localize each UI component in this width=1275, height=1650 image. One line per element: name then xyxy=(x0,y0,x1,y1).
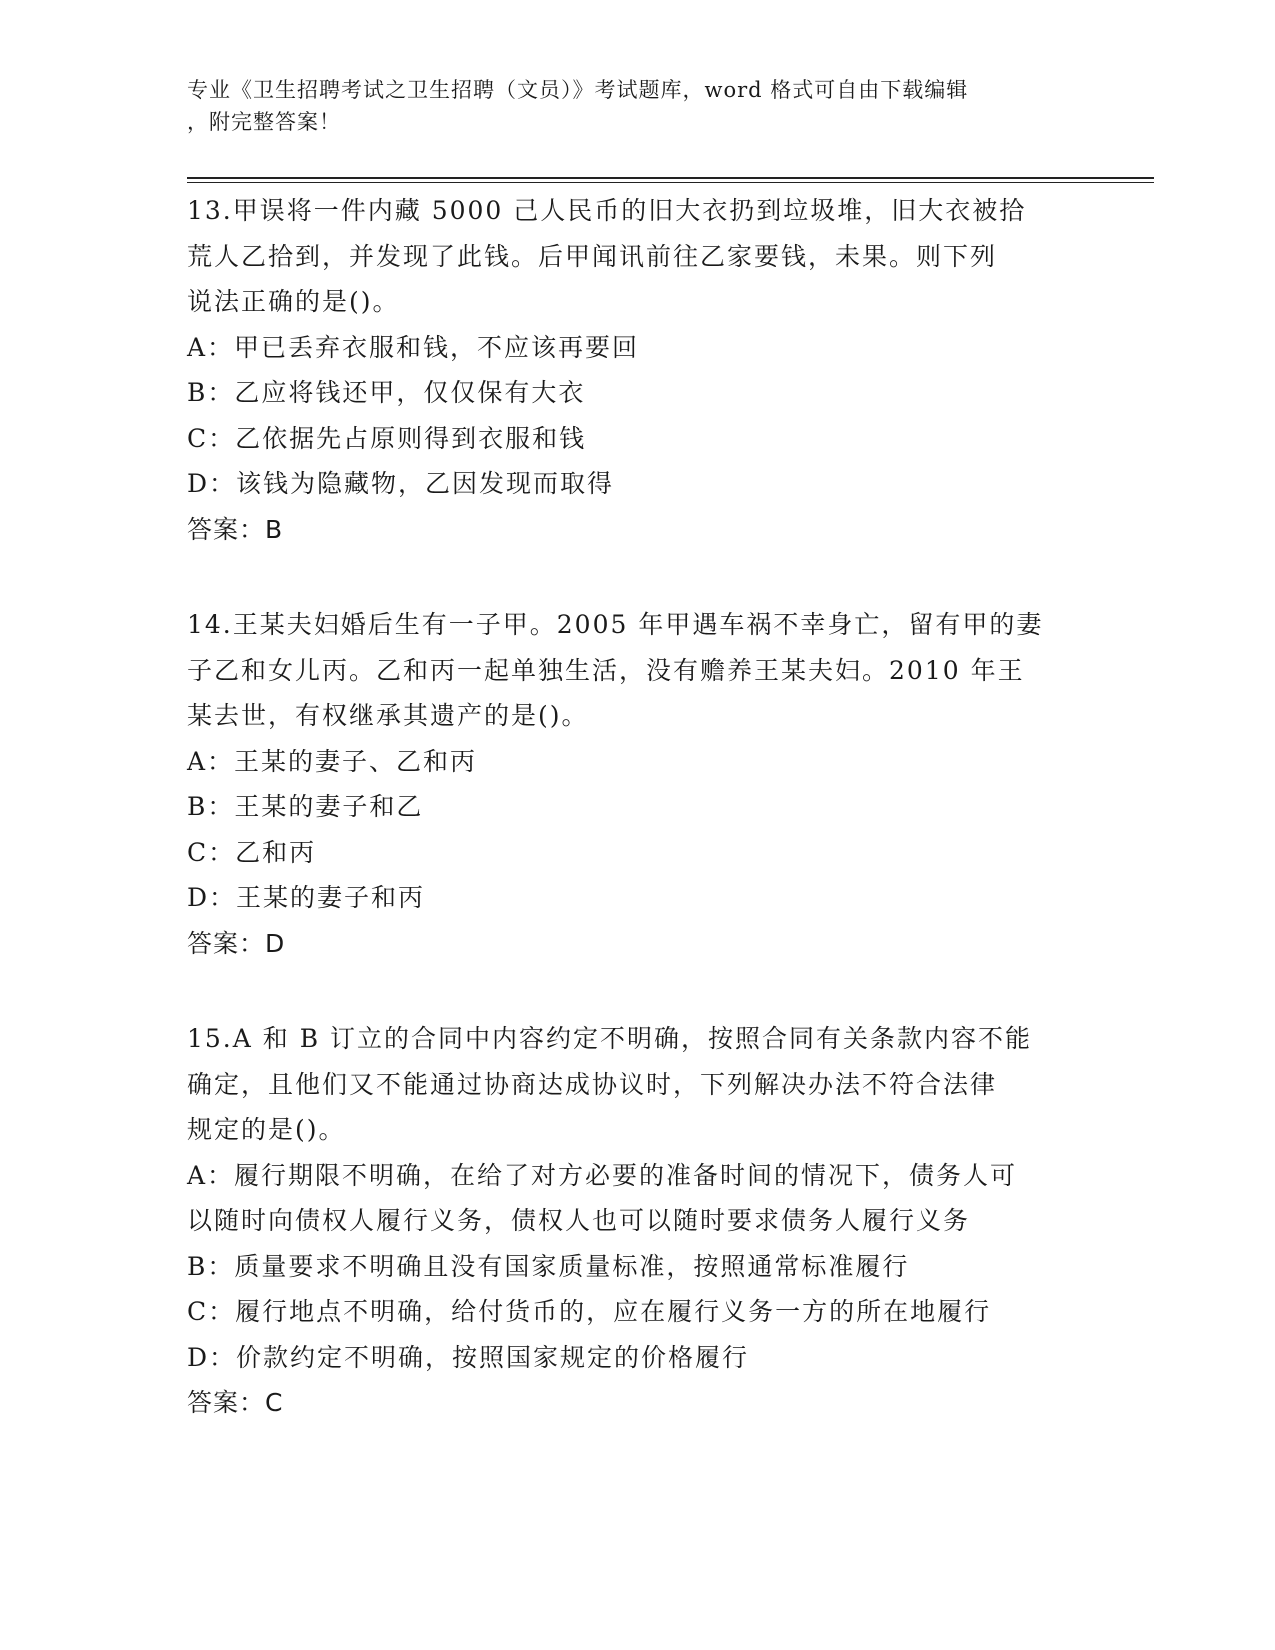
answer-line: 答案：B xyxy=(187,514,284,544)
option-d: D：价款约定不明确，按照国家规定的价格履行 xyxy=(187,1342,750,1372)
option-a: A：王某的妻子、乙和丙 xyxy=(187,746,478,776)
option-d: D：该钱为隐藏物，乙因发现而取得 xyxy=(187,469,615,498)
option-b: B：乙应将钱还甲，仅仅保有大衣 xyxy=(187,378,586,407)
option-c: C：乙依据先占原则得到衣服和钱 xyxy=(187,423,587,453)
question-stem-line: 说法正确的是()。 xyxy=(187,287,400,316)
question-14 xyxy=(187,602,1087,966)
option-a-continued: 以随时向债权人履行义务，债权人也可以随时要求债务人履行义务 xyxy=(187,1206,971,1235)
question-stem-line: 14.王某夫妇婚后生有一子甲。2005 年甲遇车祸不幸身亡，留有甲的妻 xyxy=(187,610,1044,639)
option-a: A：履行期限不明确，在给了对方必要的准备时间的情况下，债务人可 xyxy=(187,1160,1018,1190)
option-c: C：乙和丙 xyxy=(187,837,317,867)
question-13 xyxy=(187,188,1087,552)
option-a: A：甲已丢弃衣服和钱，不应该再要回 xyxy=(187,332,640,362)
option-c: C：履行地点不明确，给付货币的，应在履行义务一方的所在地履行 xyxy=(187,1297,992,1326)
header-divider-thick xyxy=(187,177,1154,179)
question-spacer xyxy=(187,552,1087,602)
question-15 xyxy=(187,1016,1087,1426)
header-line-1: 专业《卫生招聘考试之卫生招聘（文员）》考试题库，word 格式可自由下载编辑 xyxy=(187,78,969,102)
question-list xyxy=(187,188,1087,1426)
question-stem-line: 荒人乙拾到，并发现了此钱。后甲闻讯前往乙家要钱，未果。则下列 xyxy=(187,241,998,271)
question-stem-line: 13.甲误将一件内藏 5000 己人民币的旧大衣扔到垃圾堆，旧大衣被拾 xyxy=(187,196,1027,225)
question-stem-line: 15.A 和 B 订立的合同中内容约定不明确，按照合同有关条款内容不能 xyxy=(187,1024,1033,1053)
question-spacer xyxy=(187,966,1087,1016)
document-header xyxy=(187,74,1067,138)
answer-line: 答案：C xyxy=(187,1388,284,1417)
question-stem-line: 确定，且他们又不能通过协商达成协议时，下列解决办法不符合法律 xyxy=(187,1069,998,1099)
answer-line: 答案：D xyxy=(187,928,286,958)
option-b: B：王某的妻子和乙 xyxy=(187,792,424,821)
header-divider-thin xyxy=(187,182,1154,183)
question-stem-line: 规定的是()。 xyxy=(187,1115,346,1144)
question-stem-line: 某去世，有权继承其遗产的是()。 xyxy=(187,701,589,730)
header-line-2: ，附完整答案！ xyxy=(187,110,341,134)
option-b: B：质量要求不明确且没有国家质量标准，按照通常标准履行 xyxy=(187,1251,910,1281)
question-stem-line: 子乙和女儿丙。乙和丙一起单独生活，没有赡养王某夫妇。2010 年王 xyxy=(187,655,1025,685)
option-d: D：王某的妻子和丙 xyxy=(187,883,426,912)
